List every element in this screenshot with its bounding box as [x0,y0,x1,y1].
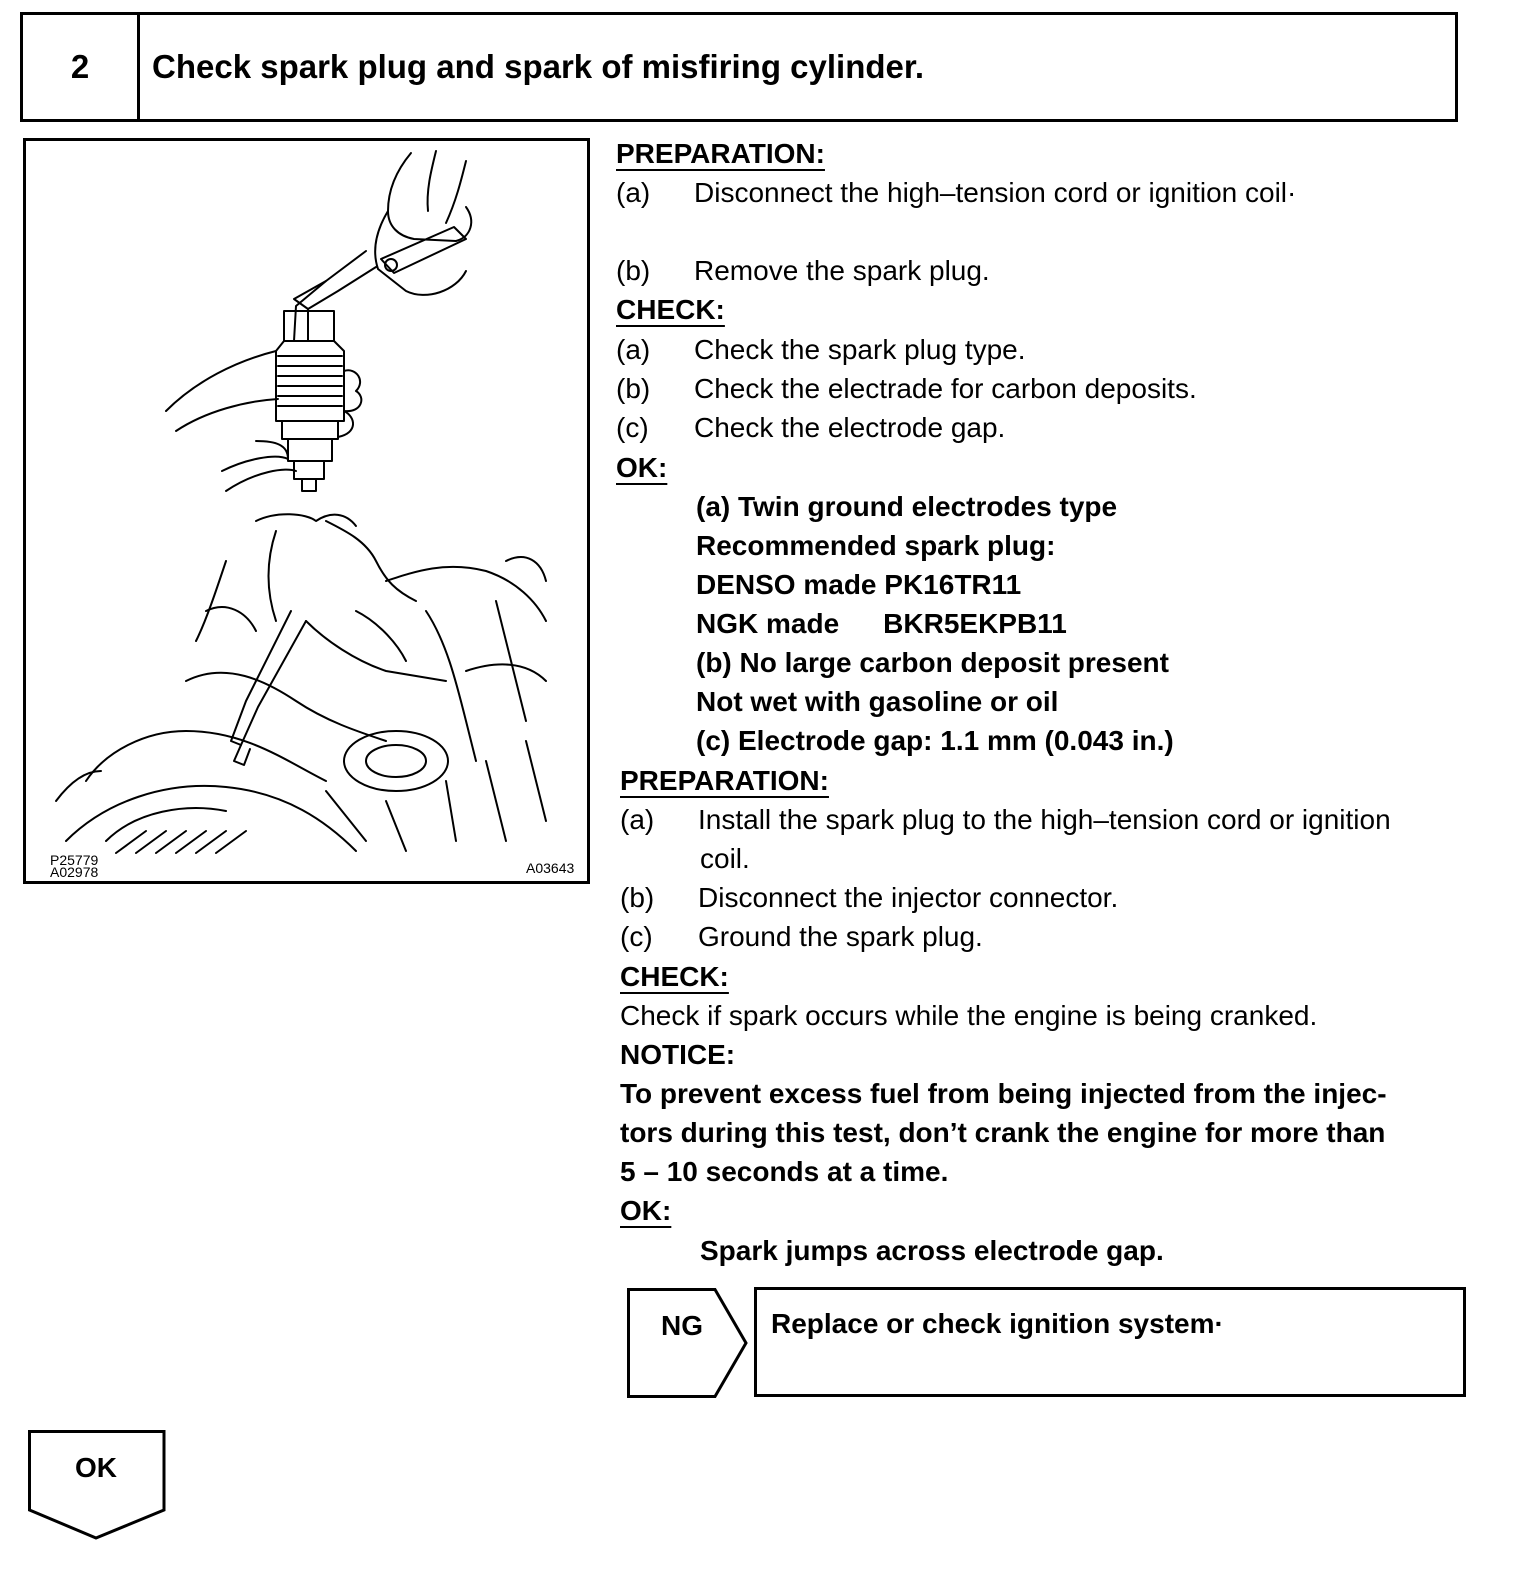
item-text: Disconnect the high–tension cord or ignition coil· [694,177,1297,208]
ok-label: OK [75,1452,117,1483]
procedure-item [616,408,1005,447]
procedure-item [620,800,1391,839]
section-heading: OK: [620,1195,672,1226]
item-continuation: coil. [700,843,750,874]
notice-line: To prevent excess fuel from being injected from the injec- [620,1078,1387,1109]
item-text: Ground the spark plug. [698,921,983,952]
item-label: (a) [620,804,655,835]
notice-line: tors during this test, don’t crank the engine for more than [620,1117,1386,1148]
item-label: (c) [616,412,649,443]
spark-plug-illustration [23,138,590,884]
spec-line: (c) Electrode gap: 1.1 mm (0.043 in.) [696,725,1174,756]
item-text: Install the spark plug to the high–tension cord or ignition [698,804,1391,835]
item-text: Remove the spark plug. [694,255,990,286]
notice-line: 5 – 10 seconds at a time. [620,1156,949,1187]
ok-arrow-shape [28,1430,168,1542]
spec-line: Not wet with gasoline or oil [696,686,1059,717]
item-text: Check the electrode gap. [694,412,1006,443]
ng-arrow-shape [627,1288,749,1400]
item-text: Disconnect the injector connector. [698,882,1119,913]
step-number: 2 [23,15,140,119]
spec-line: Spark jumps across electrode gap. [700,1235,1164,1266]
item-label: (b) [620,882,655,913]
spark-plug-drawing [26,141,587,881]
spec-line: (b) No large carbon deposit present [696,647,1169,678]
item-text: Check the electrade for carbon deposits. [694,373,1197,404]
notice-line: NOTICE: [620,1039,736,1070]
ng-action-text: Replace or check ignition system· [771,1308,1224,1339]
item-label: (c) [620,921,653,952]
procedure-item [620,917,983,956]
ng-action-box [754,1287,1466,1397]
procedure-item [616,369,1197,408]
figure-code-right: A03643 [526,860,575,876]
procedure-item [616,330,1026,369]
section-heading: CHECK: [620,961,729,992]
item-label: (b) [616,255,651,286]
ok-tag [28,1430,168,1542]
procedure-item [616,251,990,290]
item-text: Check the spark plug type. [694,334,1026,365]
ng-tag [627,1288,747,1398]
item-label: (a) [616,334,651,365]
procedure-item [620,878,1118,917]
ng-label: NG [661,1310,703,1341]
section-heading: CHECK: [616,294,725,325]
section-heading: PREPARATION: [620,765,829,796]
section-heading: PREPARATION: [616,138,825,169]
section-heading: OK: [616,452,668,483]
step-header [20,12,1458,122]
figure-code-left-2: A02978 [50,864,99,880]
spec-maker: NGK made [696,608,840,639]
step-title: Check spark plug and spark of misfiring cylinder. [152,48,925,85]
spec-line: DENSO made PK16TR11 [696,569,1022,600]
spec-line: (a) Twin ground electrodes type [696,491,1118,522]
item-label: (a) [616,177,651,208]
item-label: (b) [616,373,651,404]
procedure-item [616,173,1296,212]
spec-line: Recommended spark plug: [696,530,1056,561]
spec-part-number: BKR5EKPB11 [883,608,1067,639]
figure-code-left-1: P25779 [50,852,99,868]
plain-line: Check if spark occurs while the engine is being cranked. [620,1000,1318,1031]
spec-line-ngk [616,604,1067,643]
